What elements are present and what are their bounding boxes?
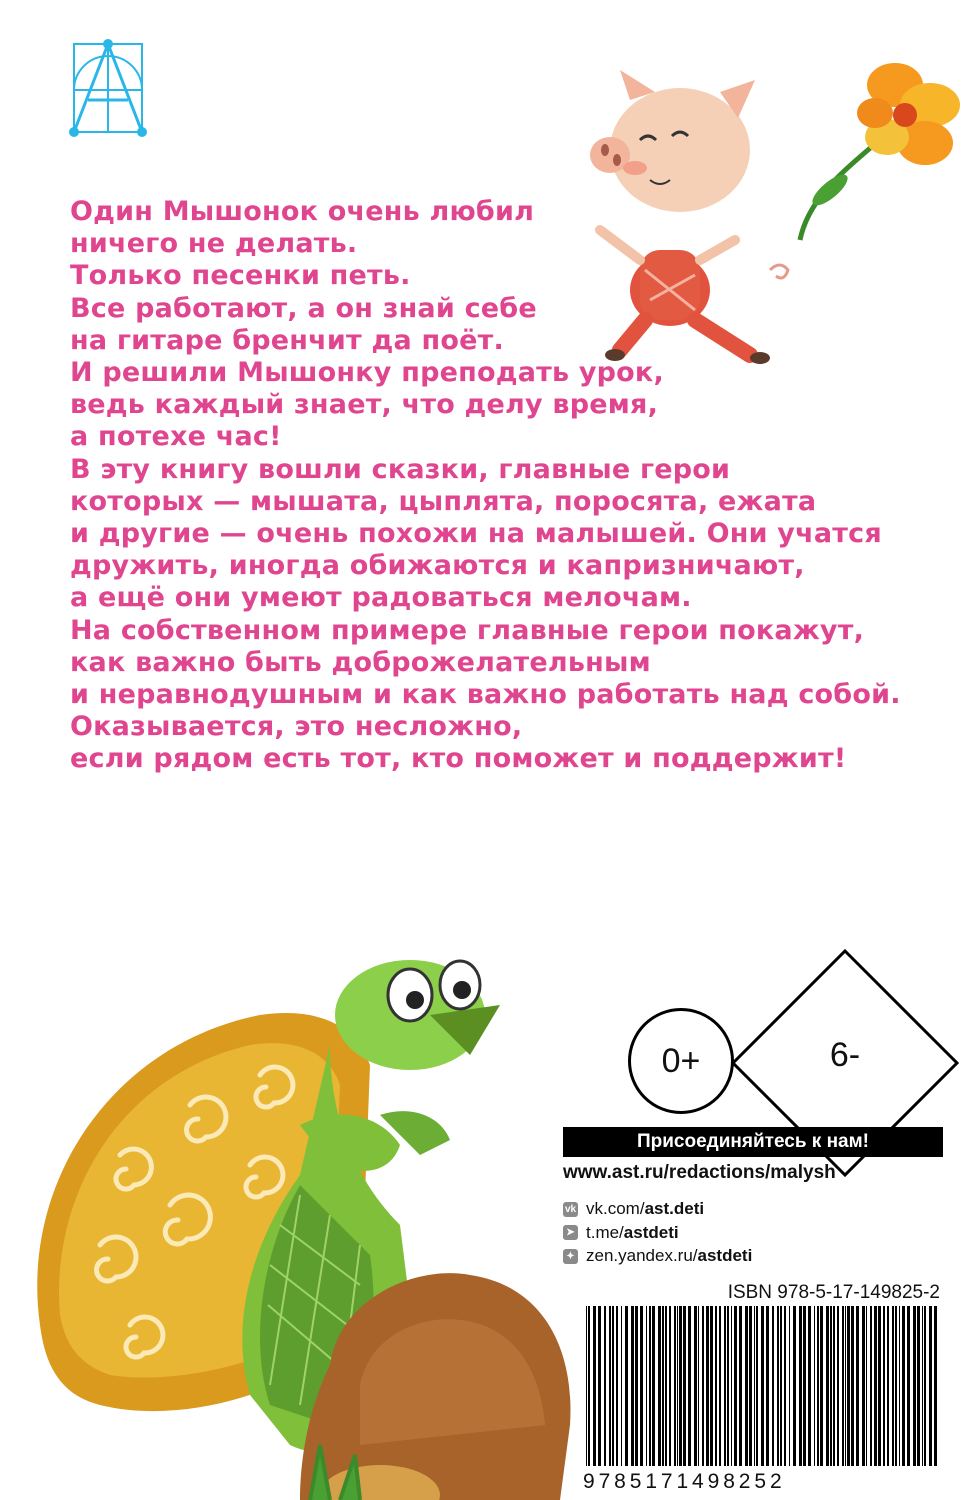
barcode-bar bbox=[892, 1306, 894, 1466]
barcode-bar bbox=[731, 1306, 732, 1466]
social-prefix: vk.com/ bbox=[586, 1199, 645, 1218]
barcode-bar bbox=[883, 1306, 885, 1466]
barcode-bar bbox=[631, 1306, 634, 1466]
barcode-bar bbox=[878, 1306, 881, 1466]
barcode-bar bbox=[777, 1306, 779, 1466]
barcode-bar bbox=[799, 1306, 802, 1466]
social-link-vk[interactable] bbox=[563, 1198, 943, 1220]
barcode-bar bbox=[640, 1306, 643, 1466]
blurb-line: а ещё они умеют радоваться мелочам. bbox=[70, 582, 692, 614]
barcode-bar bbox=[604, 1306, 606, 1466]
barcode-bar bbox=[870, 1306, 872, 1466]
barcode-bar bbox=[734, 1306, 737, 1466]
barcode-bar bbox=[866, 1306, 867, 1466]
blurb-line: И решили Мышонку преподать урок, bbox=[70, 357, 664, 389]
blurb-line: Все работают, а он знай себе bbox=[70, 292, 537, 324]
barcode-bar bbox=[658, 1306, 661, 1466]
blurb-line: как важно быть доброжелательным bbox=[70, 646, 651, 678]
barcode-bar bbox=[694, 1306, 697, 1466]
barcode-bar bbox=[851, 1306, 854, 1466]
barcode-bar bbox=[754, 1306, 755, 1466]
barcode-bar bbox=[674, 1306, 676, 1466]
zen-icon: ✦ bbox=[563, 1249, 578, 1264]
blurb-line: если рядом есть тот, кто поможет и поддержит! bbox=[70, 743, 847, 775]
isbn-label: ISBN 978-5-17-149825-2 bbox=[727, 1282, 940, 1303]
blurb-line: Один Мышонок очень любил bbox=[70, 196, 535, 227]
social-prefix: zen.yandex.ru/ bbox=[586, 1246, 698, 1265]
social-handle: ast.deti bbox=[644, 1199, 705, 1218]
barcode-bar bbox=[598, 1306, 601, 1466]
barcode-bar bbox=[833, 1306, 835, 1466]
barcode-bar bbox=[780, 1306, 782, 1466]
barcode-bar bbox=[756, 1306, 758, 1466]
social-handle: astdeti bbox=[697, 1246, 753, 1265]
barcode-bar bbox=[820, 1306, 823, 1466]
blurb-line: Только песенки петь. bbox=[70, 260, 411, 292]
age-recommended-text: 6- bbox=[829, 1036, 861, 1074]
barcode-bar bbox=[621, 1306, 622, 1466]
blurb-line: которых — мышата, цыплята, поросята, ежата bbox=[70, 485, 817, 517]
barcode-bar bbox=[837, 1306, 839, 1466]
barcode-bar bbox=[739, 1306, 742, 1466]
barcode-bar bbox=[679, 1306, 682, 1466]
blurb-line: дружить, иногда обижаются и капризничают, bbox=[70, 550, 805, 582]
barcode-bar bbox=[847, 1306, 850, 1466]
blurb-line: На собственном примере главные герои покажут, bbox=[70, 614, 865, 646]
telegram-icon: ➤ bbox=[563, 1225, 578, 1240]
social-link-telegram[interactable] bbox=[563, 1222, 943, 1244]
barcode-bar bbox=[719, 1306, 721, 1466]
barcode-bar bbox=[766, 1306, 769, 1466]
blurb-line: на гитаре бренчит да поёт. bbox=[70, 324, 504, 356]
barcode-bar bbox=[706, 1306, 709, 1466]
blurb-line: Оказывается, это несложно, bbox=[70, 711, 523, 743]
barcode-bar bbox=[874, 1306, 877, 1466]
barcode-bar bbox=[924, 1306, 926, 1466]
blurb-line: ведь каждый знает, что делу время, bbox=[70, 389, 659, 421]
barcode-bar bbox=[586, 1306, 587, 1466]
barcode-bar bbox=[830, 1306, 832, 1466]
barcode-bar bbox=[895, 1306, 897, 1466]
barcode-bar bbox=[856, 1306, 859, 1466]
barcode-bar bbox=[588, 1306, 590, 1466]
barcode-bar bbox=[789, 1306, 790, 1466]
blurb-line: а потехе час! bbox=[70, 421, 282, 453]
barcode-bar bbox=[625, 1306, 628, 1466]
barcode-bar bbox=[826, 1306, 829, 1466]
join-us-banner: Присоединяйтесь к нам! bbox=[563, 1127, 943, 1157]
barcode-bar bbox=[784, 1306, 786, 1466]
barcode-bar bbox=[662, 1306, 664, 1466]
barcode-bar bbox=[688, 1306, 691, 1466]
barcode-bar bbox=[934, 1306, 937, 1466]
barcode-bar bbox=[899, 1306, 900, 1466]
barcode-digits: 9785171498252 bbox=[583, 1470, 786, 1493]
barcode bbox=[582, 1306, 940, 1466]
barcode-bar bbox=[772, 1306, 774, 1466]
barcode-bar bbox=[907, 1306, 910, 1466]
barcode-bar bbox=[913, 1306, 916, 1466]
barcode-bar bbox=[609, 1306, 611, 1466]
barcode-bar bbox=[715, 1306, 717, 1466]
barcode-bar bbox=[702, 1306, 704, 1466]
barcode-bar bbox=[649, 1306, 651, 1466]
age-rating-badge bbox=[628, 1008, 734, 1114]
barcode-bar bbox=[814, 1306, 815, 1466]
barcode-bar bbox=[593, 1306, 596, 1466]
book-blurb bbox=[70, 196, 901, 776]
barcode-bar bbox=[745, 1306, 748, 1466]
barcode-bar bbox=[669, 1306, 671, 1466]
barcode-bar bbox=[761, 1306, 764, 1466]
barcode-bar bbox=[817, 1306, 819, 1466]
barcode-bar bbox=[793, 1306, 796, 1466]
barcode-bar bbox=[902, 1306, 905, 1466]
barcode-bar bbox=[922, 1306, 923, 1466]
social-link-zen[interactable] bbox=[563, 1245, 943, 1267]
publisher-logo-icon bbox=[68, 38, 148, 138]
vk-icon: vk bbox=[564, 1203, 577, 1215]
barcode-bar bbox=[862, 1306, 865, 1466]
website-link[interactable]: www.ast.ru/redactions/malysh bbox=[563, 1162, 836, 1183]
barcode-bar bbox=[724, 1306, 726, 1466]
barcode-bar bbox=[612, 1306, 614, 1466]
barcode-bar bbox=[677, 1306, 678, 1466]
barcode-bar bbox=[683, 1306, 686, 1466]
age-rating-text: 0+ bbox=[661, 1041, 701, 1080]
barcode-bar bbox=[665, 1306, 667, 1466]
barcode-bar bbox=[917, 1306, 920, 1466]
blurb-line: ничего не делать. bbox=[70, 228, 358, 260]
turtle-illustration bbox=[0, 925, 580, 1500]
barcode-bar bbox=[727, 1306, 729, 1466]
barcode-bar bbox=[710, 1306, 713, 1466]
barcode-bar bbox=[749, 1306, 752, 1466]
barcode-bar bbox=[646, 1306, 647, 1466]
barcode-bar bbox=[887, 1306, 889, 1466]
barcode-bar bbox=[635, 1306, 638, 1466]
barcode-bar bbox=[845, 1306, 846, 1466]
barcode-bar bbox=[808, 1306, 811, 1466]
barcode-bar bbox=[803, 1306, 806, 1466]
barcode-bar bbox=[616, 1306, 618, 1466]
social-links bbox=[563, 1198, 943, 1269]
barcode-bar bbox=[929, 1306, 932, 1466]
barcode-bar bbox=[652, 1306, 655, 1466]
blurb-line: и другие — очень похожи на малышей. Они учатся bbox=[70, 518, 882, 550]
barcode-bar bbox=[842, 1306, 844, 1466]
social-prefix: t.me/ bbox=[586, 1222, 624, 1242]
blurb-line: В эту книгу вошли сказки, главные герои bbox=[70, 453, 731, 485]
social-handle: astdeti bbox=[623, 1222, 679, 1242]
blurb-line: и неравнодушным и как важно работать над собой. bbox=[70, 679, 901, 711]
barcode-bar bbox=[698, 1306, 699, 1466]
